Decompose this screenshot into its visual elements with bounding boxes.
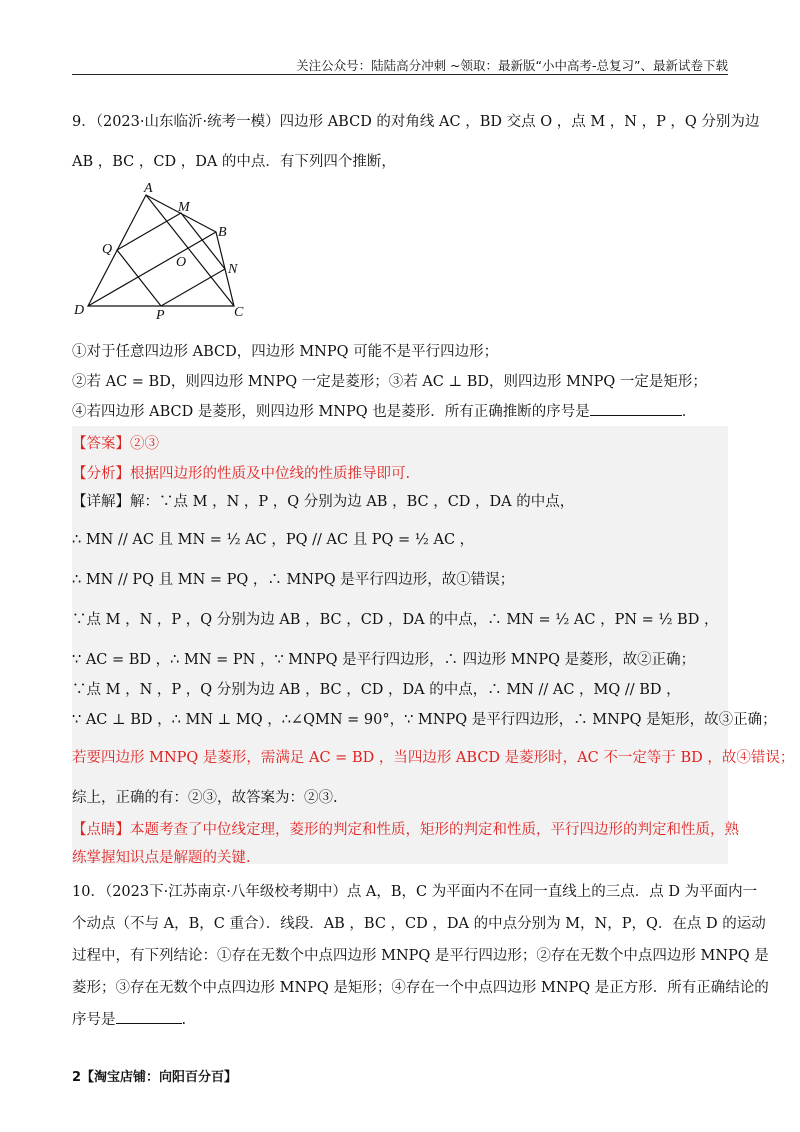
label-M: M <box>178 200 190 215</box>
q10-line-1: 10．（2023下·江苏南京·八年级校考期中）点 A，B，C 为平面内不在同一直线上的三点．点 D 为平面内一 <box>72 884 758 900</box>
q10-line-5: 序号是 . <box>72 1008 732 1029</box>
comment-line-2: 练掌握知识点是解题的关键. <box>72 850 251 866</box>
detail-line-3: ∴ MN // PQ 且 MN = PQ ，∴ MNPQ 是平行四边形，故①错误； <box>72 572 515 588</box>
q9-statement-3: ④若四边形 ABCD 是菱形，则四边形 MNPQ 也是菱形．所有正确推断的序号是 ． <box>72 400 732 421</box>
q10-line-3: 过程中，有下列结论：①存在无数个中点四边形 MNPQ 是平行四边形；②存在无数个中点四边形 MNPQ 是 <box>72 948 769 964</box>
detail-line-2: ∴ MN // AC 且 MN = ½ AC ，PQ // AC 且 PQ = ½ AC ， <box>72 532 475 548</box>
detail-line-4: ∵点 M ，N ，P ，Q 分别为边 AB ，BC ，CD ，DA 的中点，∴ MN = ½ AC ，PN = ½ BD ， <box>72 612 719 628</box>
quadrilateral-figure <box>72 180 262 320</box>
label-Q: Q <box>102 242 113 257</box>
header-divider <box>72 74 728 75</box>
answer-blank <box>590 401 682 416</box>
detail-line-7: ∵ AC ⊥ BD ，∴ MN ⊥ MQ ，∴∠QMN = 90°，∵ MNPQ 是平行四边形，∴ MNPQ 是矩形，故③正确； <box>72 712 777 728</box>
label-O: O <box>176 255 187 270</box>
detail-line-8: 若要四边形 MNPQ 是菱形，需满足 AC = BD ，当四边形 ABCD 是菱形时，AC 不一定等于 BD ，故④错误； <box>72 750 795 766</box>
label-D: D <box>74 303 85 318</box>
page-footer: 2【淘宝店铺：向阳百分百】 <box>72 1070 238 1085</box>
page-header: 关注公众号：陆陆高分冲刺 ~领取：最新版“小中高考-总复习”、最新试卷下载 <box>296 58 728 73</box>
q9-line-1: 9．（2023·山东临沂·统考一模）四边形 ABCD 的对角线 AC ，BD 交点 O ，点 M ，N ，P ，Q 分别为边 <box>72 114 760 130</box>
q9-line-2: AB ，BC ，CD ，DA 的中点．有下列四个推断， <box>72 154 396 170</box>
q10-line-2: 个动点（不与 A，B，C 重合）．线段．AB ，BC ，CD ，DA 的中点分别为 M，N，P，Q．在点 D 的运动 <box>72 916 766 932</box>
label-C: C <box>234 305 244 320</box>
analysis-line: 【分析】根据四边形的性质及中位线的性质推导即可. <box>72 466 411 482</box>
q10-line-4: 菱形；③存在无数个中点四边形 MNPQ 是矩形；④存在一个中点四边形 MNPQ 是正方形．所有正确结论的 <box>72 980 769 996</box>
label-N: N <box>228 262 238 277</box>
comment-line-1: 【点睛】本题考查了中位线定理，菱形的判定和性质，矩形的判定和性质，平行四边形的判定和性质，熟 <box>72 822 739 838</box>
detail-line-1: 【详解】解：∵点 M ，N ，P ，Q 分别为边 AB ，BC ，CD ，DA 的中点， <box>72 494 575 510</box>
conclusion-line: 综上，正确的有：②③，故答案为：②③. <box>72 790 338 806</box>
q9-statement-2: ②若 AC = BD，则四边形 MNPQ 一定是菱形；③若 AC ⊥ BD，则四边形 MNPQ 一定是矩形； <box>72 374 707 390</box>
detail-line-6: ∵点 M ，N ，P ，Q 分别为边 AB ，BC ，CD ，DA 的中点，∴ MN // AC ，MQ // BD ， <box>72 682 681 698</box>
detail-line-5: ∵ AC = BD ，∴ MN = PN ，∵ MNPQ 是平行四边形，∴ 四边形 MNPQ 是菱形，故②正确； <box>72 652 696 668</box>
answer-blank-q10 <box>116 1009 182 1024</box>
label-P: P <box>156 308 165 320</box>
q9-statement-1: ①对于任意四边形 ABCD，四边形 MNPQ 可能不是平行四边形； <box>72 344 499 360</box>
answer-line: 【答案】②③ <box>72 436 159 452</box>
label-B: B <box>218 225 227 240</box>
label-A: A <box>144 181 153 196</box>
